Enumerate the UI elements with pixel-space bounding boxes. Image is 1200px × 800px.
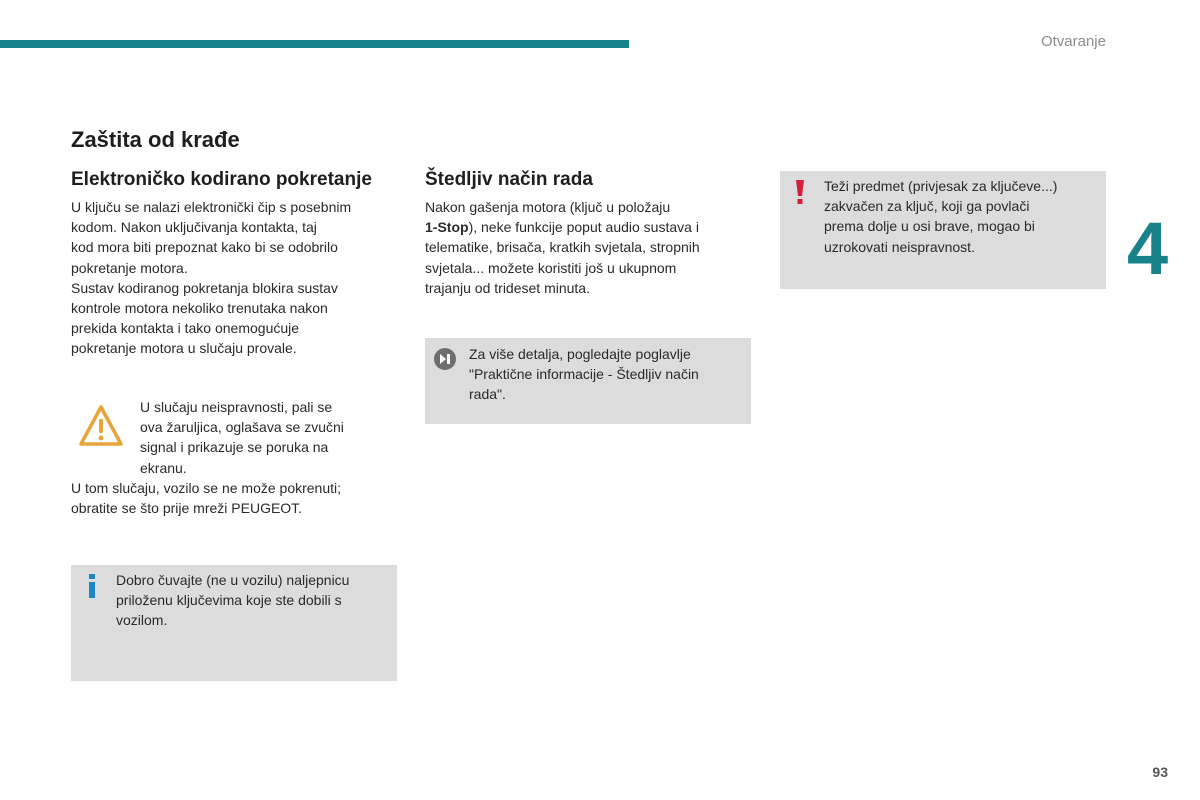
warning-text: U slučaju neispravnosti, pali se ova žaruljica, oglašava se zvučni signal i prikazuje se poruka na ekranu. [140, 399, 344, 476]
chapter-number: 4 [1127, 207, 1169, 290]
warning-triangle-icon [78, 404, 124, 448]
heading-economy-mode: Štedljiv način rada [425, 169, 593, 190]
paragraph-electronic-start: U ključu se nalazi elektronički čip s posebnim kodom. Nakon uključivanja kontakta, taj kod mora biti prepoznat kako bi se odobrilo pokretanje motora. Sustav kodiranog pokretanja blokira sustav kontrole motora nekoliko trenutaka nakon prekida kontakta i tako onemogućuje pokretanje motora u slučaju provale. [71, 199, 352, 357]
header-accent-bar [0, 40, 629, 48]
reference-box-text: Za više detalja, pogledajte poglavlje "Praktične informacije - Štedljiv način rada". [469, 346, 699, 403]
stop-position-label: 1-Stop [425, 219, 469, 236]
paragraph-after-warning: U tom slučaju, vozilo se ne može pokrenuti; obratite se što prije mreži PEUGEOT. [71, 480, 342, 517]
heading-electronic-start: Elektroničko kodirano pokretanje [71, 169, 372, 190]
skip-forward-icon [433, 347, 457, 371]
page-title: Zaštita od krađe [71, 127, 240, 152]
exclamation-icon [795, 180, 805, 204]
reference-box [425, 338, 751, 424]
info-box-text: Dobro čuvajte (ne u vozilu) naljepnicu priloženu ključevima koje ste dobili s vozilom. [116, 572, 350, 629]
info-icon [87, 574, 97, 598]
section-label: Otvaranje [1040, 33, 1106, 50]
paragraph-economy-mode: Nakon gašenja motora (ključ u položaju 1-Stop), neke funkcije poput audio sustava i telematike, brisača, kratkih svjetala, stropnih svjetala... možete koristiti još u ukupnom trajanju od trideset minuta. [425, 199, 700, 296]
info-box [71, 565, 397, 681]
alert-box [780, 171, 1106, 289]
page-number: 93 [1152, 764, 1168, 780]
alert-box-text: Teži predmet (privjesak za ključeve...) zakvačen za ključ, koji ga povlači prema dolje u osi brave, mogao bi uzrokovati neispravnost. [824, 178, 1058, 255]
